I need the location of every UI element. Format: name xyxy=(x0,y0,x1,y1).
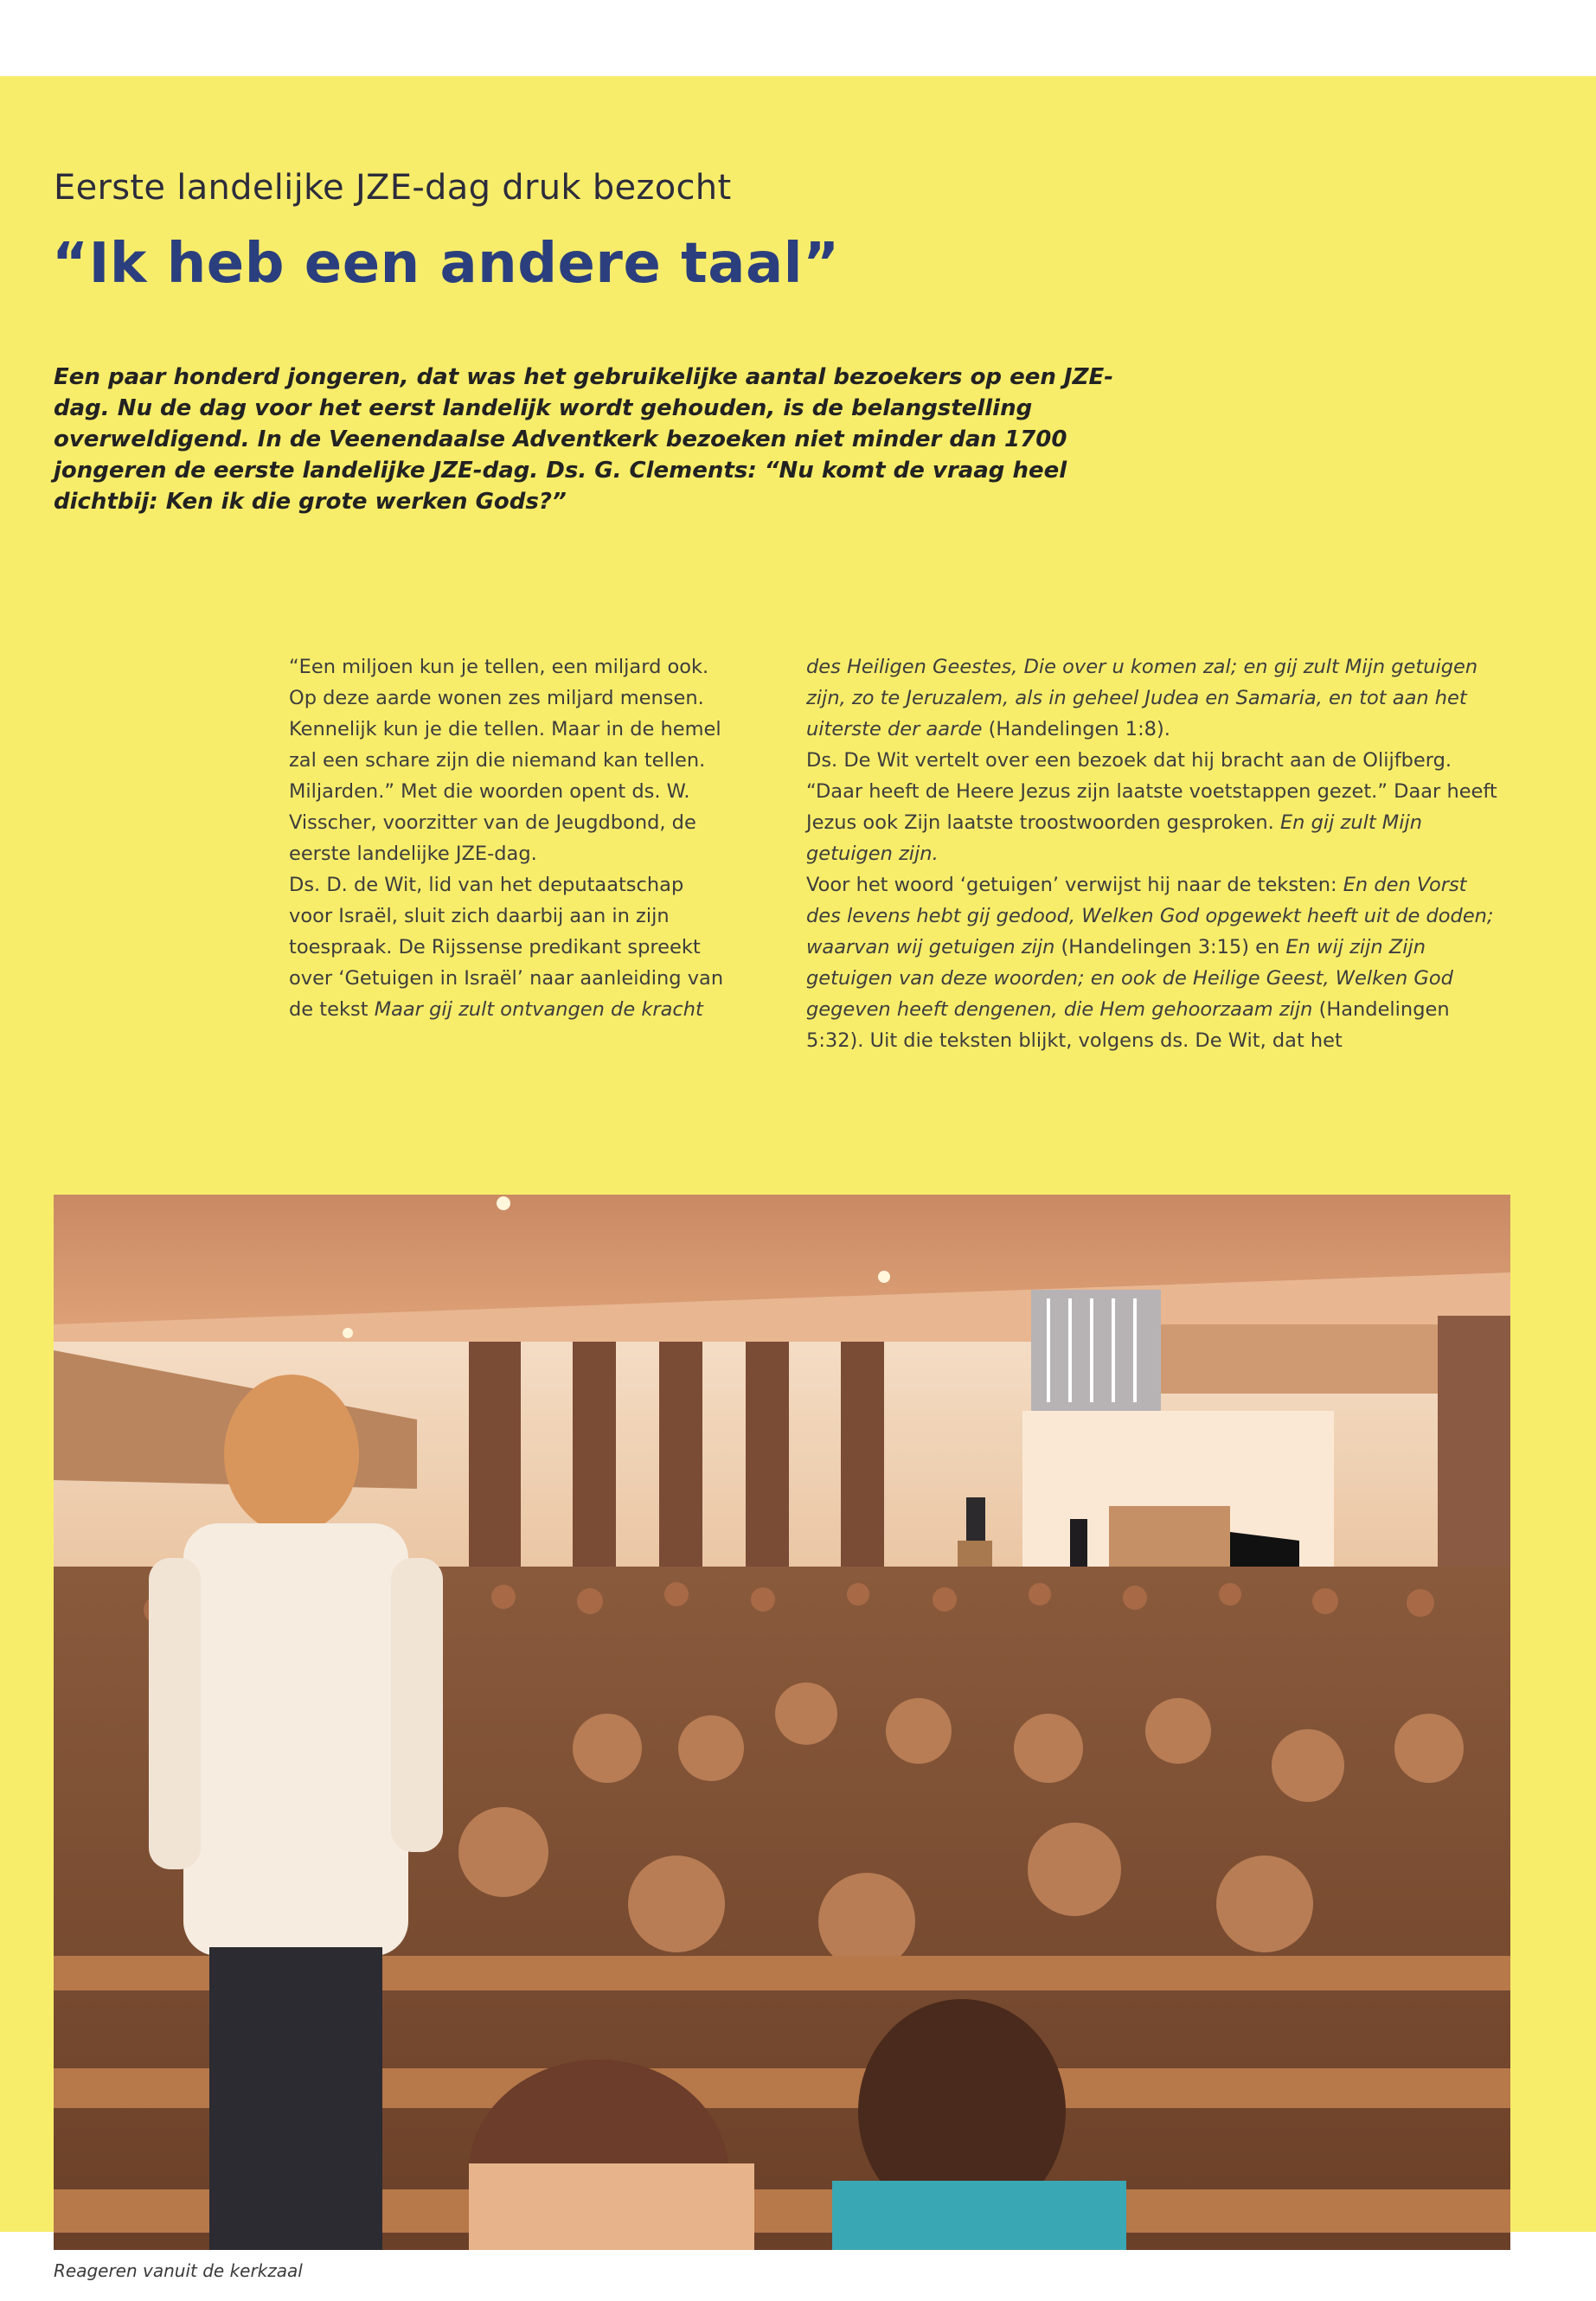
body-column-right xyxy=(806,651,1498,1056)
speaker-figure xyxy=(1070,1519,1087,1567)
pulpit xyxy=(1109,1506,1230,1567)
bible-reference: (Handelingen 1:8). xyxy=(988,718,1170,740)
bible-reference: (Handelingen 5:32). Uit die teksten blijkt, volgens ds. De Wit, dat het xyxy=(806,998,1450,1052)
paragraph-text: Ds. De Wit vertelt over een bezoek dat hij bracht aan de Olijfberg. “Daar heeft de Heere Jezus zijn laatste voetstappen gezet.” Daar heeft Jezus ook Zijn laatste troostwoorden gesproken. xyxy=(806,749,1497,834)
paragraph xyxy=(806,869,1498,1056)
right-gallery xyxy=(1161,1324,1455,1394)
bible-quote: En den Vorst des levens hebt gij gedood, Welken God opgewekt heeft uit de doden; waarvan wij getuigen zijn xyxy=(806,874,1494,958)
photo-illustration xyxy=(54,1195,1510,2250)
paragraph: “Een miljoen kun je tellen, een miljard ook. Op deze aarde wonen zes miljard mensen. Kennelijk kun je die tellen. Maar in de hemel zal een schare zijn die niemand kan tellen. Miljarden.” Met die woorden opent ds. W. Visscher, voorzitter van de Jeugdbond, de eerste landelijke JZE-dag. xyxy=(289,656,721,865)
bible-quote: En wij zijn Zijn getuigen van deze woorden; en ook de Heilige Geest, Welken God gegeven heeft dengenen, die Hem gehoorzaam zijn xyxy=(806,936,1453,1021)
seated-person xyxy=(469,2163,754,2250)
body-column-left xyxy=(289,651,725,1025)
bible-quote: des Heiligen Geestes, Die over u komen zal; en gij zult Mijn getuigen zijn, zo te Jeruzalem, als in geheel Judea en Samaria, en tot aan het uiterste der aarde xyxy=(806,656,1478,740)
bible-reference: (Handelingen 3:15) en xyxy=(1061,936,1280,958)
paragraph xyxy=(289,869,725,1025)
article-lead: Een paar honderd jongeren, dat was het gebruikelijke aantal bezoekers op een JZE-dag. Nu de dag voor het eerst landelijk wordt gehouden, is de belangstelling overweldigend. In de Veenendaalse Adventkerk bezoeken niet minder dan 1700 jongeren de eerste landelijke JZE-dag. Ds. G. Clements: “Nu komt de vraag heel dichtbij: Ken ik die grote werken Gods?” xyxy=(54,364,1113,515)
paragraph-text: Ds. D. de Wit, lid van het deputaatschap voor Israël, sluit zich daarbij aan in zijn toespraak. De Rijssense predikant spreekt over ‘Getuigen in Israël’ naar aanleiding van de tekst xyxy=(289,874,724,1021)
paragraph xyxy=(806,745,1498,869)
seated-person-shirt xyxy=(832,2181,1126,2250)
paragraph-text: Voor het woord ‘getuigen’ verwijst hij naar de teksten: xyxy=(806,874,1337,896)
organ-pipes xyxy=(1031,1290,1161,1411)
article-headline: “Ik heb een andere taal” xyxy=(52,232,840,296)
speaker-figure xyxy=(966,1497,985,1541)
bible-quote: En gij zult Mijn getuigen zijn. xyxy=(806,811,1422,865)
magazine-page xyxy=(0,76,1596,2281)
photo-caption: Reageren vanuit de kerkzaal xyxy=(54,2260,303,2281)
church-hall-photo xyxy=(54,1195,1510,2250)
article-kicker: Eerste landelijke JZE-dag druk bezocht xyxy=(54,168,732,208)
paragraph xyxy=(806,651,1498,745)
bible-quote: Maar gij zult ontvangen de kracht xyxy=(374,998,703,1021)
